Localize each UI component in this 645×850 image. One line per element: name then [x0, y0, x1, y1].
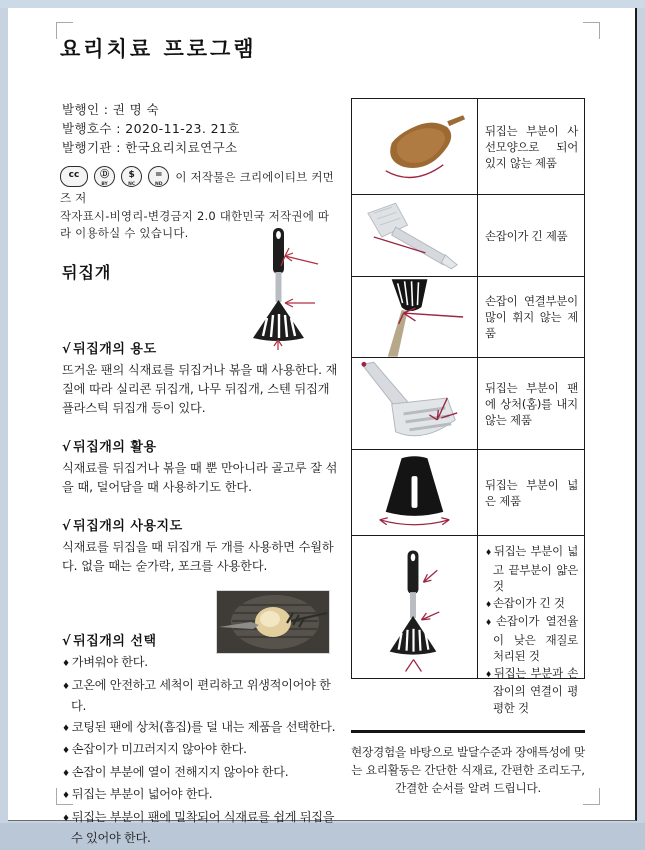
- list-item: ♦ 뒤집는 부분이 팬에 밀착되어 식재료를 쉽게 뒤집을 수 있어야 한다.: [62, 808, 342, 849]
- wooden-spoon-image: [352, 99, 478, 194]
- cc-icon: cc: [60, 166, 88, 187]
- black-slotted-spatula-image: [352, 536, 478, 678]
- list-item: ♦ 고온에 안전하고 세척이 편리하고 위생적이어야 한다.: [62, 676, 342, 717]
- list-item: ♦ 손잡이가 열전율이 낮은 재질로 처리된 것: [485, 613, 578, 665]
- steel-turner-long-handle-image: [352, 195, 478, 276]
- document-page: [8, 8, 637, 845]
- page-title: 요리치료 프로그램: [60, 37, 257, 61]
- steel-turner-graphic: [352, 195, 477, 276]
- photo-spacer: [62, 594, 342, 630]
- list-item: ♦ 코팅된 팬에 상처(흠집)를 덜 내는 제품을 선택한다.: [62, 718, 342, 740]
- check-mark-icon: √: [62, 519, 72, 534]
- table-cell-text: 뒤집는 부분이 사선모양으로 되어 있지 않는 제품: [485, 123, 578, 170]
- criteria-bullet-list: [485, 543, 578, 716]
- subsection-usage: [62, 338, 342, 418]
- list-item: ♦ 뒤집는 부분이 넓고 끝부분이 얇은 것: [485, 543, 578, 595]
- subsection-guidance-body: 식재료를 뒤집을 때 뒤집개 두 개를 사용하면 수월하다. 없을 때는 숟가락, 포크를 사용한다.: [62, 540, 334, 573]
- table-cell-text: 손잡이 연결부분이 많이 휘지 않는 제품: [485, 294, 578, 340]
- table-row: [352, 195, 584, 277]
- check-mark-icon: √: [62, 342, 72, 357]
- subsection-selection: [62, 630, 342, 849]
- cc-by-icon: Ⓓ BY: [94, 166, 115, 187]
- check-mark-icon: √: [62, 440, 72, 455]
- subsection-guidance-heading: √ 뒤집개의 사용지도: [62, 519, 183, 534]
- table-cell-text: 뒤집는 부분이 팬에 상처(홈)를 내지 않는 제품: [485, 380, 578, 427]
- list-item: ♦ 손잡이가 긴 것: [485, 595, 578, 614]
- list-item: ♦ 뒤집는 부분이 넓어야 한다.: [62, 785, 342, 807]
- product-criteria-table: [351, 98, 585, 715]
- license-inline-text: 이 저작물은 크리에이티브 커먼즈 저: [60, 170, 334, 205]
- subsection-application-heading: √ 뒤집개의 활용: [62, 440, 157, 455]
- selection-bullet-list: [62, 653, 342, 849]
- section-heading-turner: 뒤집개: [62, 263, 112, 282]
- table-row: [352, 450, 584, 536]
- subsection-usage-body: 뜨거운 팬의 식재료를 뒤집거나 볶을 때 사용한다. 재질에 따라 실리콘 뒤집개, 나무 뒤집개, 스텐 뒤집개 플라스틱 뒤집개 등이 있다.: [62, 363, 338, 415]
- wide-black-scraper-image: [352, 450, 478, 535]
- black-slotted-spatula-graphic: [352, 536, 477, 678]
- black-brush-turner-graphic: [352, 277, 477, 357]
- table-cell-bullets: [478, 536, 584, 715]
- table-row: [352, 536, 584, 715]
- list-item: ♦ 가벼워야 한다.: [62, 653, 342, 675]
- slotted-steel-spatula-graphic: [352, 358, 477, 449]
- crop-mark-top-right: [583, 22, 600, 39]
- subsection-application: [62, 436, 342, 497]
- list-item: ♦ 손잡이가 미끄러지지 않아야 한다.: [62, 740, 342, 762]
- subsection-usage-heading: √ 뒤집개의 용도: [62, 342, 157, 357]
- wooden-spoon-graphic: [352, 99, 477, 194]
- table-row: [352, 277, 584, 358]
- footer-note: 현장경험을 바탕으로 발달수준과 장애특성에 맞는 요리활동은 간단한 식재료, 간편한 조리도구, 간결한 순서를 알려 드립니다.: [351, 730, 585, 797]
- slotted-steel-spatula-image: [352, 358, 478, 449]
- black-slotted-spatula-illustration: [223, 226, 333, 351]
- left-content-column: [62, 338, 342, 850]
- wide-black-scraper-graphic: [352, 450, 477, 535]
- publisher-line-1: 발행인 : 권 명 숙: [62, 102, 159, 117]
- publisher-line-3: 발행기관 : 한국요리치료연구소: [62, 140, 238, 155]
- publisher-line-2: 발행호수 : 2020-11-23. 21호: [62, 121, 240, 136]
- black-brush-turner-image: [352, 277, 478, 357]
- subsection-application-body: 식재료를 뒤집거나 볶을 때 뿐 만아니라 골고루 잘 섞을 때, 덜어담을 때 사용하기도 한다.: [62, 461, 338, 494]
- crop-mark-bottom-right: [583, 788, 600, 805]
- top-band: [0, 0, 645, 8]
- list-item: ♦ 뒤집는 부분과 손잡이의 연결이 평평한 것: [485, 665, 578, 717]
- check-mark-icon: √: [62, 634, 72, 649]
- table-row: [352, 358, 584, 450]
- table-row: [352, 99, 584, 195]
- subsection-selection-heading: √ 뒤집개의 선택: [62, 634, 157, 649]
- table-cell-text: 손잡이가 긴 제품: [485, 228, 568, 243]
- cc-nd-icon: = ND: [148, 166, 169, 187]
- publisher-info: [62, 100, 240, 157]
- creative-commons-badges: [60, 166, 170, 187]
- license-rest-text: 작자표시-비영리-변경금지 2.0 대한민국 저작권에 따라 이용하실 수 있습니다.: [60, 209, 330, 240]
- cc-nc-icon: $ NC: [121, 166, 142, 187]
- list-item: ♦ 손잡이 부분에 열이 전해지지 않아야 한다.: [62, 763, 342, 785]
- subsection-guidance: [62, 515, 342, 576]
- table-cell-text: 뒤집는 부분이 넓은 제품: [485, 477, 578, 508]
